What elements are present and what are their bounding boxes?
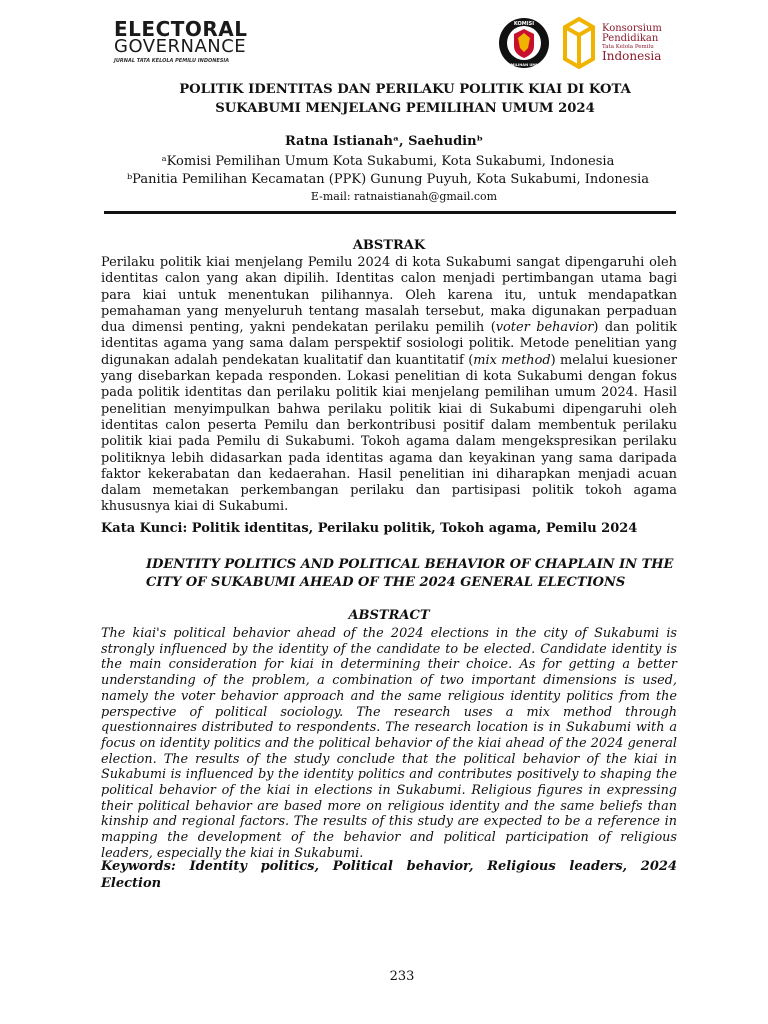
english-title bbox=[146, 556, 676, 592]
kpu-logo-bottom-text: PEMILIHAN UMUM bbox=[505, 63, 543, 67]
journal-logo bbox=[114, 17, 248, 64]
title-line-2: SUKABUMI MENJELANG PEMILIHAN UMUM 2024 bbox=[215, 101, 595, 116]
konsorsium-text-3: Tata Kelola Pemilu bbox=[602, 44, 654, 50]
journal-name-line1: ELECTORAL bbox=[114, 17, 248, 41]
abstrak-text-1: Perilaku politik kiai menjelang Pemilu 2024 di kota Sukabumi sangat dipengaruhi oleh identitas calon yang akan dipilih. Identitas calon menjadi pertimbangan utama bagi para kiai untuk menentukan pilihannya. Oleh karena itu, untuk mendapatkan pemahaman yang menyeluruh tentang masalah tersebut, maka digunakan perpaduan dua dimensi penting, yakni pendekatan perilaku pemilih ( bbox=[101, 255, 677, 336]
paper-title bbox=[110, 80, 700, 118]
author-email: E-mail: ratnaistianah@gmail.com bbox=[310, 190, 498, 203]
abstract-heading: ABSTRACT bbox=[348, 608, 430, 623]
abstrak-text-2: ) dan politik identitas agama yang sama dalam perspektif sosiologi politik. Metode penelitian yang digunakan adalah pendekatan kualitatif dan kuantitatif ( bbox=[101, 320, 677, 368]
kpu-logo bbox=[498, 16, 550, 70]
konsorsium-text-2: Pendidikan bbox=[602, 33, 659, 44]
authors: Ratna Istianahᵃ, Saehudinᵇ bbox=[284, 134, 484, 149]
english-title-line-2: CITY OF SUKABUMI AHEAD OF THE 2024 GENERAL ELECTIONS bbox=[146, 575, 626, 590]
kpu-logo-text: KOMISI bbox=[513, 21, 535, 27]
abstrak-body bbox=[101, 255, 677, 516]
abstrak-heading: ABSTRAK bbox=[352, 238, 426, 253]
abstrak-text-3: ) melalui kuesioner yang disebarkan kepada responden. Lokasi penelitian di kota Sukabumi dengan fokus pada politik identitas dan perilaku politik kiai menjelang pemilihan umum 2024. Hasil penelitian menyimpulkan bahwa perilaku politik kiai di Sukabumi dipengaruhi oleh identitas calon peserta Pemilu dan berkontribusi positif dalam membentuk perilaku politik kiai pada Pemilu di Sukabumi. Tokoh agama dalam mengekspresikan perilaku politiknya lebih didasarkan pada identitas agama dan keyakinan yang sama daripada faktor kekerabatan dan kedaerahan. Hasil penelitian ini diharapkan menjadi acuan dalam memetakan perkembangan perilaku dan partisipasi politik tokoh agama khususnya kiai di Sukabumi. bbox=[101, 352, 677, 515]
affiliation-b: ᵇPanitia Pemilihan Kecamatan (PPK) Gunung Puyuh, Kota Sukabumi, Indonesia bbox=[126, 172, 650, 187]
journal-subtitle: JURNAL TATA KELOLA PEMILU INDONESIA bbox=[114, 58, 230, 64]
page-number: 233 bbox=[389, 969, 415, 984]
abstrak-voter-behavior: voter behavior bbox=[495, 320, 594, 336]
journal-header bbox=[100, 14, 680, 74]
header-divider bbox=[104, 211, 676, 214]
konsorsium-text-1: Konsorsium bbox=[602, 23, 662, 34]
title-line-1: POLITIK IDENTITAS DAN PERILAKU POLITIK KIAI DI KOTA bbox=[179, 82, 631, 97]
kata-kunci: Kata Kunci: Politik identitas, Perilaku politik, Tokoh agama, Pemilu 2024 bbox=[101, 521, 638, 536]
abstrak-mix-method: mix method bbox=[473, 352, 551, 368]
konsorsium-text-4: Indonesia bbox=[602, 49, 662, 63]
affiliation-a: ᵃKomisi Pemilihan Umum Kota Sukabumi, Kota Sukabumi, Indonesia bbox=[161, 154, 615, 169]
english-title-line-1: IDENTITY POLITICS AND POLITICAL BEHAVIOR OF CHAPLAIN IN THE bbox=[146, 557, 674, 572]
hexagon-icon bbox=[562, 16, 596, 70]
keywords: Keywords: Identity politics, Political behavior, Religious leaders, 2024 Election bbox=[101, 859, 677, 891]
journal-name-line2: GOVERNANCE bbox=[114, 36, 247, 57]
abstract-body: The kiai's political behavior ahead of the 2024 elections in the city of Sukabumi is strongly influenced by the identity of the candidate to be elected. Candidate identity is the main consideration for kiai in determining their choice. As for getting a better understanding of the problem, a combination of two important dimensions is used, namely the voter behavior approach and the same religious identity politics from the perspective of political sociology. The research uses a mix method through questionnaires distributed to respondents. The research location is in Sukabumi with a focus on identity politics and the political behavior of the kiai ahead of the 2024 general election. The results of the study conclude that the political behavior of the kiai in Sukabumi is influenced by the identity politics and contributes positively to shaping the political behavior of the kiai in elections in Sukabumi. Religious figures in expressing their political behavior are based more on religious identity and the same beliefs than kinship and regional factors. The results of this study are expected to be a reference in mapping the development of the behavior and political participation of religious leaders, especially the kiai in Sukabumi. bbox=[101, 626, 677, 861]
